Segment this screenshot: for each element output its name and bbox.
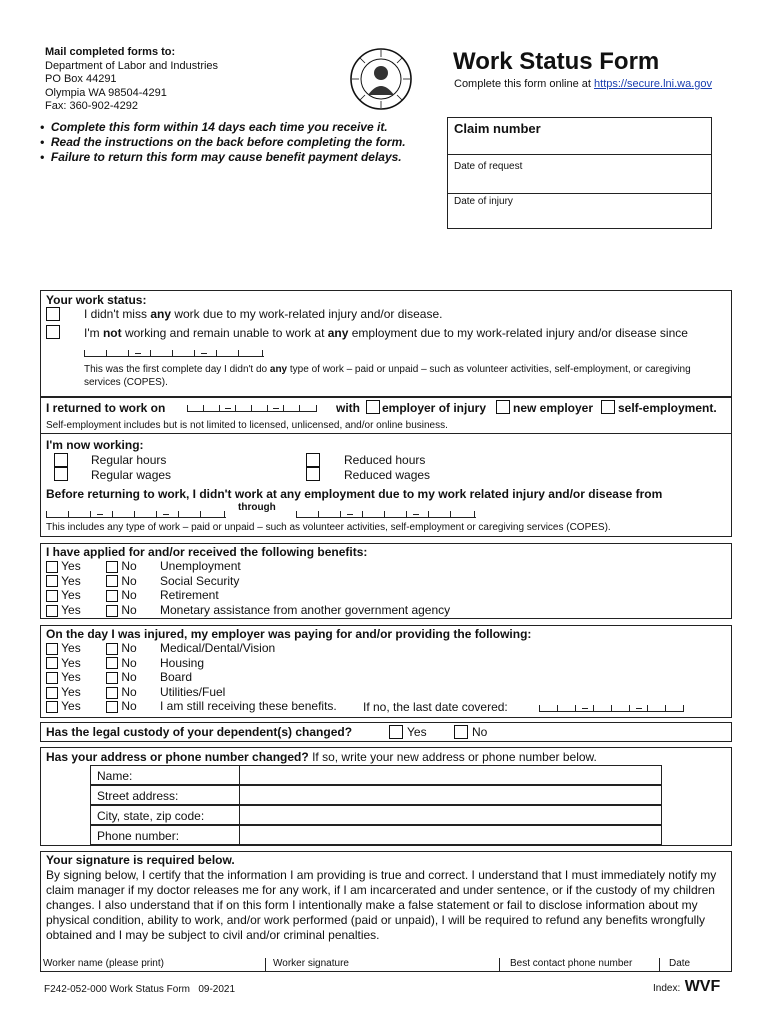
work-status-heading: Your work status: bbox=[46, 293, 147, 307]
provided-label: Housing bbox=[160, 655, 205, 670]
provided-no-checkbox[interactable] bbox=[106, 672, 118, 684]
instruction-bullets bbox=[40, 120, 406, 165]
name-field[interactable]: Name: bbox=[90, 765, 662, 785]
bullet-item: • Failure to return this form may cause benefit payment delays. bbox=[40, 150, 402, 164]
benefit-row: Yes Yes Yes Yes bbox=[46, 559, 81, 617]
custody-question: Has the legal custody of your dependent(s) changed? bbox=[46, 725, 353, 739]
benefits-section: I have applied for and/or received the following benefits: Yes Yes Yes Yes No No No No Unemployment Social Security Retirement Monetary assistance from another government agency bbox=[40, 543, 732, 619]
claim-number-label: Claim number bbox=[454, 121, 541, 136]
street-address-field[interactable]: Street address: bbox=[90, 785, 662, 805]
address-line: PO Box 44291 bbox=[45, 73, 117, 85]
benefit-yes-checkbox[interactable] bbox=[46, 590, 58, 602]
custody-no-checkbox[interactable] bbox=[454, 725, 468, 739]
self-employment-checkbox[interactable] bbox=[601, 400, 615, 414]
provided-no-checkbox[interactable] bbox=[106, 687, 118, 699]
employer-paying-section: On the day I was injured, my employer was paying for and/or providing the following: Yes Yes Yes Yes Yes No No No No No Medical/Dental/Vision Housing Board Utilities/Fuel I am still receiving these benefits. If no, the last date covered: bbox=[40, 625, 732, 718]
date-of-request-label: Date of request bbox=[454, 161, 523, 172]
last-date-covered-field[interactable] bbox=[539, 704, 684, 712]
city-state-zip-field[interactable]: City, state, zip code: bbox=[90, 805, 662, 825]
work-status-section bbox=[40, 290, 732, 397]
signature-section bbox=[40, 851, 732, 972]
return-date-field[interactable] bbox=[187, 404, 317, 412]
benefit-label: Monetary assistance from another government agency bbox=[160, 602, 451, 617]
date-of-injury-label: Date of injury bbox=[454, 196, 513, 207]
employer-of-injury-checkbox[interactable] bbox=[366, 400, 380, 414]
returned-to-work-section bbox=[40, 397, 732, 537]
bullet-item: • Complete this form within 14 days each time you receive it. bbox=[40, 120, 388, 134]
online-text: Complete this form online at bbox=[454, 78, 591, 90]
since-date-field[interactable] bbox=[84, 349, 264, 357]
before-returning-text: Before returning to work, I didn't work at any employment due to my work related injury and/or disease from bbox=[46, 487, 663, 501]
through-date-field[interactable] bbox=[296, 510, 476, 518]
reduced-hours-checkbox[interactable] bbox=[306, 453, 320, 467]
provided-yes-checkbox[interactable] bbox=[46, 672, 58, 684]
reduced-wages-label: Reduced wages bbox=[344, 468, 431, 482]
provided-label: Board bbox=[160, 670, 193, 685]
includes-note: This includes any type of work – paid or unpaid – such as volunteer activities, self-employment or caregiving services (COPES). bbox=[46, 522, 611, 533]
address-change-question: Has your address or phone number changed? If so, write your new address or phone number below. bbox=[46, 750, 597, 764]
new-employer-checkbox[interactable] bbox=[496, 400, 510, 414]
state-seal-icon bbox=[349, 47, 413, 111]
custody-section bbox=[40, 722, 732, 742]
employer-paying-heading: On the day I was injured, my employer was paying for and/or providing the following: bbox=[46, 627, 532, 641]
phone-field[interactable]: Best contact phone number bbox=[504, 958, 660, 972]
self-employment-note: Self-employment includes but is not limited to licensed, unlicensed, and/or online business. bbox=[46, 420, 448, 431]
address-line: Olympia WA 98504-4291 bbox=[45, 86, 167, 99]
employer-of-injury-label: employer of injury bbox=[382, 401, 487, 415]
certification-text: By signing below, I certify that the information I am providing is true and correct. I understand that I must immediately notify my claim manager if my doctor releases me for any work, if I am incarcerated and under sentence, or if the custody of my children changes. I also understand that if on this form I intentionally make a false statement or fail to disclose information about my physical condition, ability to work, and/or work performed (paid or unpaid), I will be required to refund any benefits wrongfully obtained and I may be subject to civil and/or criminal penalties. bbox=[46, 868, 717, 942]
now-working-heading: I'm now working: bbox=[46, 438, 144, 452]
provided-label: Medical/Dental/Vision bbox=[160, 641, 276, 655]
first-day-note: This was the first complete day I didn't do any type of work – paid or unpaid – such as volunteer activities, self-employment, or caregiving services (COPES). bbox=[84, 364, 691, 388]
benefit-no-checkbox[interactable] bbox=[106, 561, 118, 573]
provided-label: I am still receiving these benefits. bbox=[160, 699, 337, 714]
provided-yes-checkbox[interactable] bbox=[46, 687, 58, 699]
benefit-label: Unemployment bbox=[160, 559, 241, 573]
no-missed-work-checkbox[interactable] bbox=[46, 307, 60, 321]
no-missed-work-label: I didn't miss any work due to my work-related injury and/or disease. bbox=[84, 307, 443, 321]
bullet-item: • Read the instructions on the back before completing the form. bbox=[40, 135, 406, 149]
address-line: Fax: 360-902-4292 bbox=[45, 100, 138, 112]
provided-yes-checkbox[interactable] bbox=[46, 643, 58, 655]
regular-wages-checkbox[interactable] bbox=[54, 467, 68, 481]
with-label: with bbox=[336, 401, 360, 415]
benefit-yes-checkbox[interactable] bbox=[46, 575, 58, 587]
benefit-label: Retirement bbox=[160, 588, 219, 603]
address-line: Department of Labor and Industries bbox=[45, 59, 219, 72]
worker-signature-field[interactable]: Worker signature bbox=[270, 958, 500, 972]
provided-no-checkbox[interactable] bbox=[106, 701, 118, 713]
benefits-heading: I have applied for and/or received the following benefits: bbox=[46, 545, 368, 559]
provided-yes-checkbox[interactable] bbox=[46, 701, 58, 713]
online-line bbox=[454, 78, 712, 90]
regular-wages-label: Regular wages bbox=[91, 468, 172, 482]
claim-box bbox=[447, 117, 712, 229]
benefit-no-checkbox[interactable] bbox=[106, 575, 118, 587]
benefit-yes-checkbox[interactable] bbox=[46, 561, 58, 573]
online-link[interactable]: https://secure.lni.wa.gov bbox=[594, 78, 713, 90]
custody-no-label: No bbox=[472, 725, 488, 739]
new-employer-label: new employer bbox=[513, 401, 594, 415]
through-label: through bbox=[238, 502, 276, 513]
mail-to-block bbox=[45, 46, 218, 114]
form-title: Work Status Form bbox=[453, 48, 660, 75]
regular-hours-checkbox[interactable] bbox=[54, 453, 68, 467]
provided-label: Utilities/Fuel bbox=[160, 684, 226, 699]
benefit-no-checkbox[interactable] bbox=[106, 605, 118, 617]
not-working-label: I'm not working and remain unable to work at any employment due to my work-related injury and/or disease since bbox=[84, 326, 688, 340]
provided-no-checkbox[interactable] bbox=[106, 643, 118, 655]
index-code: Index: WVF bbox=[653, 978, 721, 995]
benefit-yes-checkbox[interactable] bbox=[46, 605, 58, 617]
signature-heading: Your signature is required below. bbox=[46, 853, 235, 867]
benefit-no-checkbox[interactable] bbox=[106, 590, 118, 602]
custody-yes-label: Yes bbox=[407, 725, 427, 739]
benefit-label: Social Security bbox=[160, 573, 240, 588]
self-employment-label: self-employment. bbox=[618, 401, 717, 415]
mail-title: Mail completed forms to: bbox=[45, 46, 176, 58]
reduced-wages-checkbox[interactable] bbox=[306, 467, 320, 481]
last-date-label: If no, the last date covered: bbox=[363, 700, 508, 714]
custody-yes-checkbox[interactable] bbox=[389, 725, 403, 739]
regular-hours-label: Regular hours bbox=[91, 453, 167, 467]
date-field[interactable]: Date bbox=[669, 958, 691, 969]
provided-no-checkbox[interactable] bbox=[106, 657, 118, 669]
returned-label: I returned to work on bbox=[46, 401, 166, 415]
phone-number-field[interactable]: Phone number: bbox=[90, 825, 662, 845]
not-working-checkbox[interactable] bbox=[46, 325, 60, 339]
provided-yes-checkbox[interactable] bbox=[46, 657, 58, 669]
reduced-hours-label: Reduced hours bbox=[344, 453, 426, 467]
form-number: F242-052-000 Work Status Form 09-2021 bbox=[44, 984, 236, 995]
worker-name-field[interactable]: Worker name (please print) bbox=[40, 958, 266, 972]
from-date-field[interactable] bbox=[46, 510, 226, 518]
